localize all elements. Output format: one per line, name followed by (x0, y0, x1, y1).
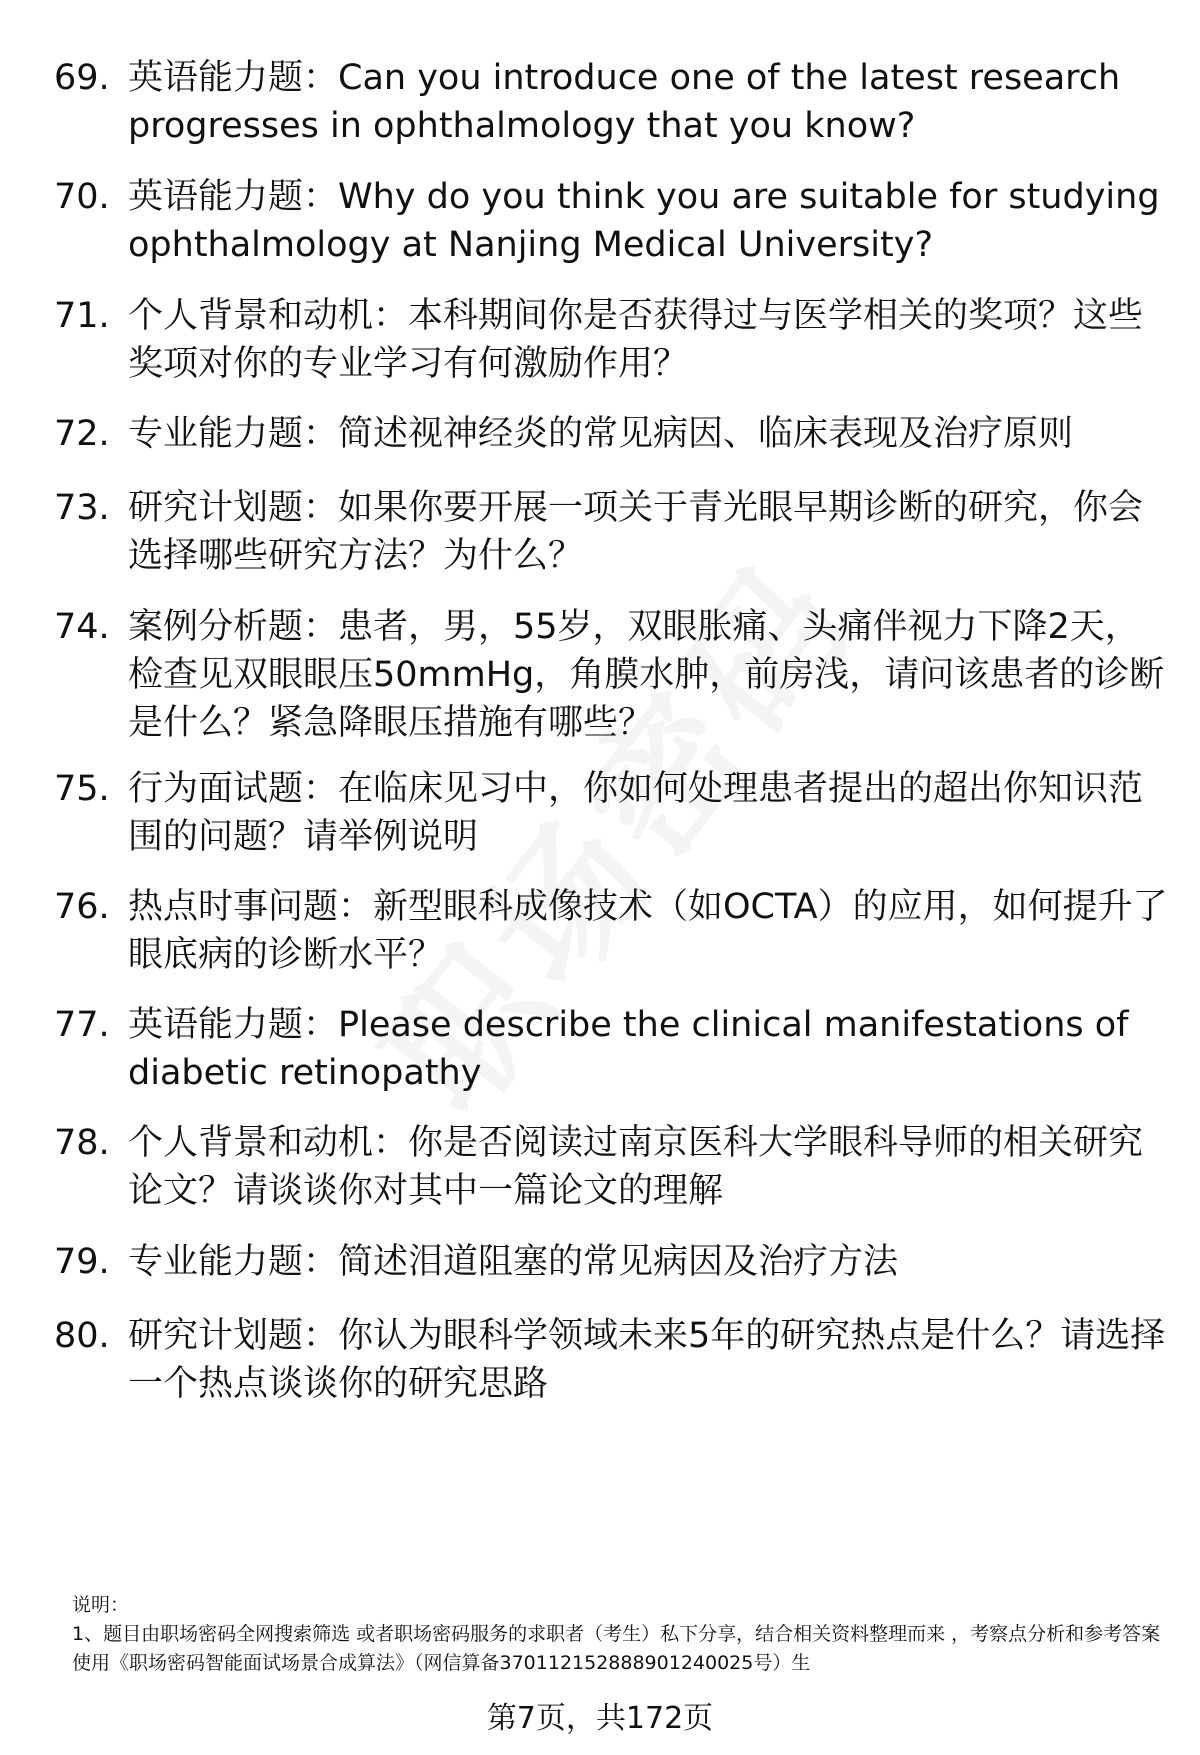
question-number: 76. (54, 887, 110, 927)
page-number: 第7页，共172页 (486, 1701, 714, 1736)
question-text: 研究计划题：你认为眼科学领域未来5年的研究热点是什么？请选择一个热点谈谈你的研究思路 (128, 1316, 1166, 1404)
question-item (54, 883, 1174, 979)
question-number: 72. (54, 414, 110, 454)
question-text: 案例分析题：患者，男，55岁，双眼胀痛、头痛伴视力下降2天，检查见双眼眼压50mmHg，角膜水肿，前房浅，请问该患者的诊断是什么？紧急降眼压措施有哪些？ (128, 607, 1165, 743)
question-item (54, 603, 1174, 747)
question-item (54, 54, 1174, 150)
question-item (54, 410, 1174, 458)
question-number: 77. (54, 1005, 110, 1045)
question-text: 研究计划题：如果你要开展一项关于青光眼早期诊断的研究，你会选择哪些研究方法？为什么？ (128, 488, 1144, 576)
question-number: 80. (54, 1316, 110, 1356)
notes-heading: 说明： (72, 1594, 130, 1616)
question-item (54, 765, 1174, 861)
question-item (54, 292, 1174, 388)
question-text: 行为面试题：在临床见习中，你如何处理患者提出的超出你知识范围的问题？请举例说明 (128, 769, 1144, 857)
question-number: 69. (54, 58, 110, 98)
question-text: 个人背景和动机：你是否阅读过南京医科大学眼科导师的相关研究论文？请谈谈你对其中一篇论文的理解 (128, 1123, 1144, 1211)
question-text: 热点时事问题：新型眼科成像技术（如OCTA）的应用，如何提升了眼底病的诊断水平？ (128, 887, 1168, 975)
question-text: 英语能力题：Why do you think you are suitable for studying ophthalmology at Nanjing Medical University? (128, 177, 1160, 265)
question-text: 专业能力题：简述视神经炎的常见病因、临床表现及治疗原则 (128, 414, 1074, 454)
question-item (54, 1119, 1174, 1215)
question-item (54, 1001, 1174, 1097)
question-text: 英语能力题：Please describe the clinical manifestations of diabetic retinopathy (128, 1005, 1129, 1093)
question-item (54, 484, 1174, 580)
question-number: 78. (54, 1123, 110, 1163)
question-item (54, 173, 1174, 269)
question-number: 71. (54, 296, 110, 336)
question-text: 专业能力题：简述泪道阻塞的常见病因及治疗方法 (128, 1242, 899, 1282)
notes-line: 1、题目由职场密码全网搜索筛选 或者职场密码服务的求职者（考生）私下分享，结合相关资料整理而来 ，考察点分析和参考答案使用《职场密码智能面试场景合成算法》（网信算备370112152888901240025号）生 (72, 1623, 1161, 1674)
question-number: 79. (54, 1242, 110, 1282)
question-text: 个人背景和动机：本科期间你是否获得过与医学相关的奖项？这些奖项对你的专业学习有何激励作用？ (128, 296, 1144, 384)
notes-section (72, 1591, 1172, 1678)
question-number: 75. (54, 769, 110, 809)
question-item (54, 1312, 1174, 1408)
question-number: 70. (54, 177, 110, 217)
question-number: 73. (54, 488, 110, 528)
question-item (54, 1238, 1174, 1286)
question-text: 英语能力题：Can you introduce one of the latest research progresses in ophthalmology that you know? (128, 58, 1121, 146)
question-number: 74. (54, 607, 110, 647)
